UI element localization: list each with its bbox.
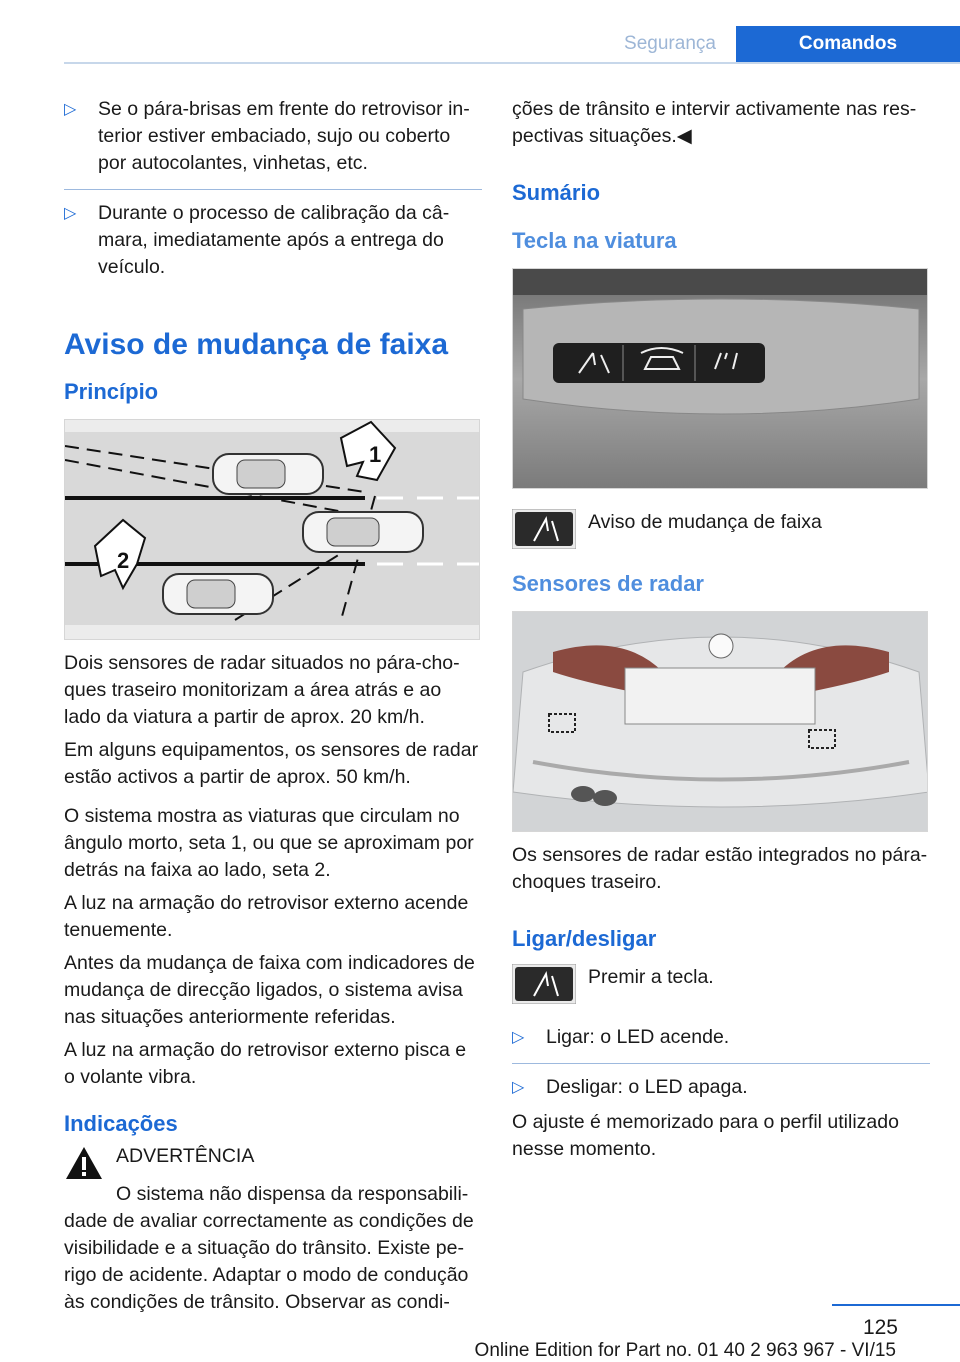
warning-title: ADVERTÊNCIA	[116, 1145, 255, 1167]
triangle-bullet-icon: ▷	[64, 205, 77, 222]
radar-sensors-photo	[512, 611, 928, 832]
button-caption: Aviso de mudança de faixa	[588, 511, 822, 533]
car-icon	[213, 454, 323, 494]
onoff-button-legend	[512, 964, 930, 1004]
warning-text: O sistema não dispensa da responsabilidade de avaliar correctamente as condições de visibilidade e a situação do trânsito. Existe perigo de acidente. Adaptar o modo de condução às condições de trânsito. Observar as condi-	[64, 1183, 474, 1313]
paragraph: O ajuste é memorizado para o perfil utilizado nesse momento.	[512, 1111, 899, 1160]
svg-text:1: 1	[369, 442, 382, 467]
principle-heading: Princípio	[64, 379, 159, 404]
lane-change-warning-button-icon[interactable]	[512, 964, 576, 1004]
button-heading: Tecla na viatura	[512, 228, 677, 253]
paragraph: A luz na armação do retrovisor externo acende tenuemente.	[64, 892, 469, 941]
paragraph: O sistema mostra as viaturas que circulam no ângulo morto, seta 1, ou que se aproximam por detrás na faixa ao lado, seta 2.	[64, 805, 474, 881]
section-tab[interactable]: Segurança	[624, 33, 716, 54]
paragraph: Antes da mudança de faixa com indicadores de mudança de direcção ligados, o sistema avisa nas situações anteriormente referidas.	[64, 952, 475, 1028]
footer-rule	[832, 1304, 960, 1306]
list-item: ▷ Desligar: o LED apaga.	[512, 1074, 930, 1105]
paragraph: Os sensores de radar estão integrados no pára-choques traseiro.	[512, 844, 928, 893]
triangle-bullet-icon: ▷	[64, 101, 77, 118]
lane-change-diagram	[64, 419, 480, 640]
warning-triangle-icon	[64, 1145, 104, 1181]
warning-block	[64, 1143, 482, 1181]
paragraph: ções de trânsito e intervir activamente nas respectivas situações.◀	[512, 98, 917, 147]
paragraph: Dois sensores de radar situados no pára-choques traseiro monitorizam a área atrás e ao lado da viatura a partir de aprox. 20 km/h.	[64, 652, 460, 728]
lane-change-warning-button-icon[interactable]	[512, 509, 576, 549]
right-column	[512, 96, 930, 1169]
list-item: ▷ Ligar: o LED acende.	[512, 1024, 930, 1064]
car-icon	[303, 512, 423, 552]
edition-text: Online Edition for Part no. 01 40 2 963 967 - VI/15	[474, 1340, 896, 1361]
dashboard-buttons-photo	[512, 268, 928, 489]
section-title: Aviso de mudança de faixa	[64, 328, 449, 361]
triangle-bullet-icon: ▷	[512, 1079, 525, 1096]
triangle-bullet-icon: ▷	[512, 1029, 525, 1046]
left-column	[64, 96, 482, 1322]
notes-heading: Indicações	[64, 1111, 178, 1136]
overview-heading: Sumário	[512, 180, 601, 205]
paragraph: Em alguns equipamentos, os sensores de radar estão activos a partir de aprox. 50 km/h.	[64, 739, 479, 788]
onoff-heading: Ligar/desligar	[512, 926, 657, 951]
header-rule	[64, 62, 960, 64]
car-icon	[163, 574, 273, 614]
list-item: ▷ Se o pára-brisas em frente do retrovisor interior estiver embaciado, sujo ou coberto por autocolantes, vinhetas, etc.	[64, 96, 482, 190]
svg-text:2: 2	[117, 548, 130, 573]
list-item: ▷ Durante o processo de calibração da câmara, imediatamente após a entrega do veículo.	[64, 202, 450, 278]
lane-change-button-legend	[512, 509, 930, 549]
paragraph: A luz na armação do retrovisor externo pisca e o volante vibra.	[64, 1039, 467, 1088]
chapter-tab[interactable]: Comandos	[736, 26, 960, 62]
onoff-caption: Premir a tecla.	[588, 966, 714, 988]
radar-heading: Sensores de radar	[512, 571, 704, 596]
page-number: 125	[862, 1316, 898, 1339]
